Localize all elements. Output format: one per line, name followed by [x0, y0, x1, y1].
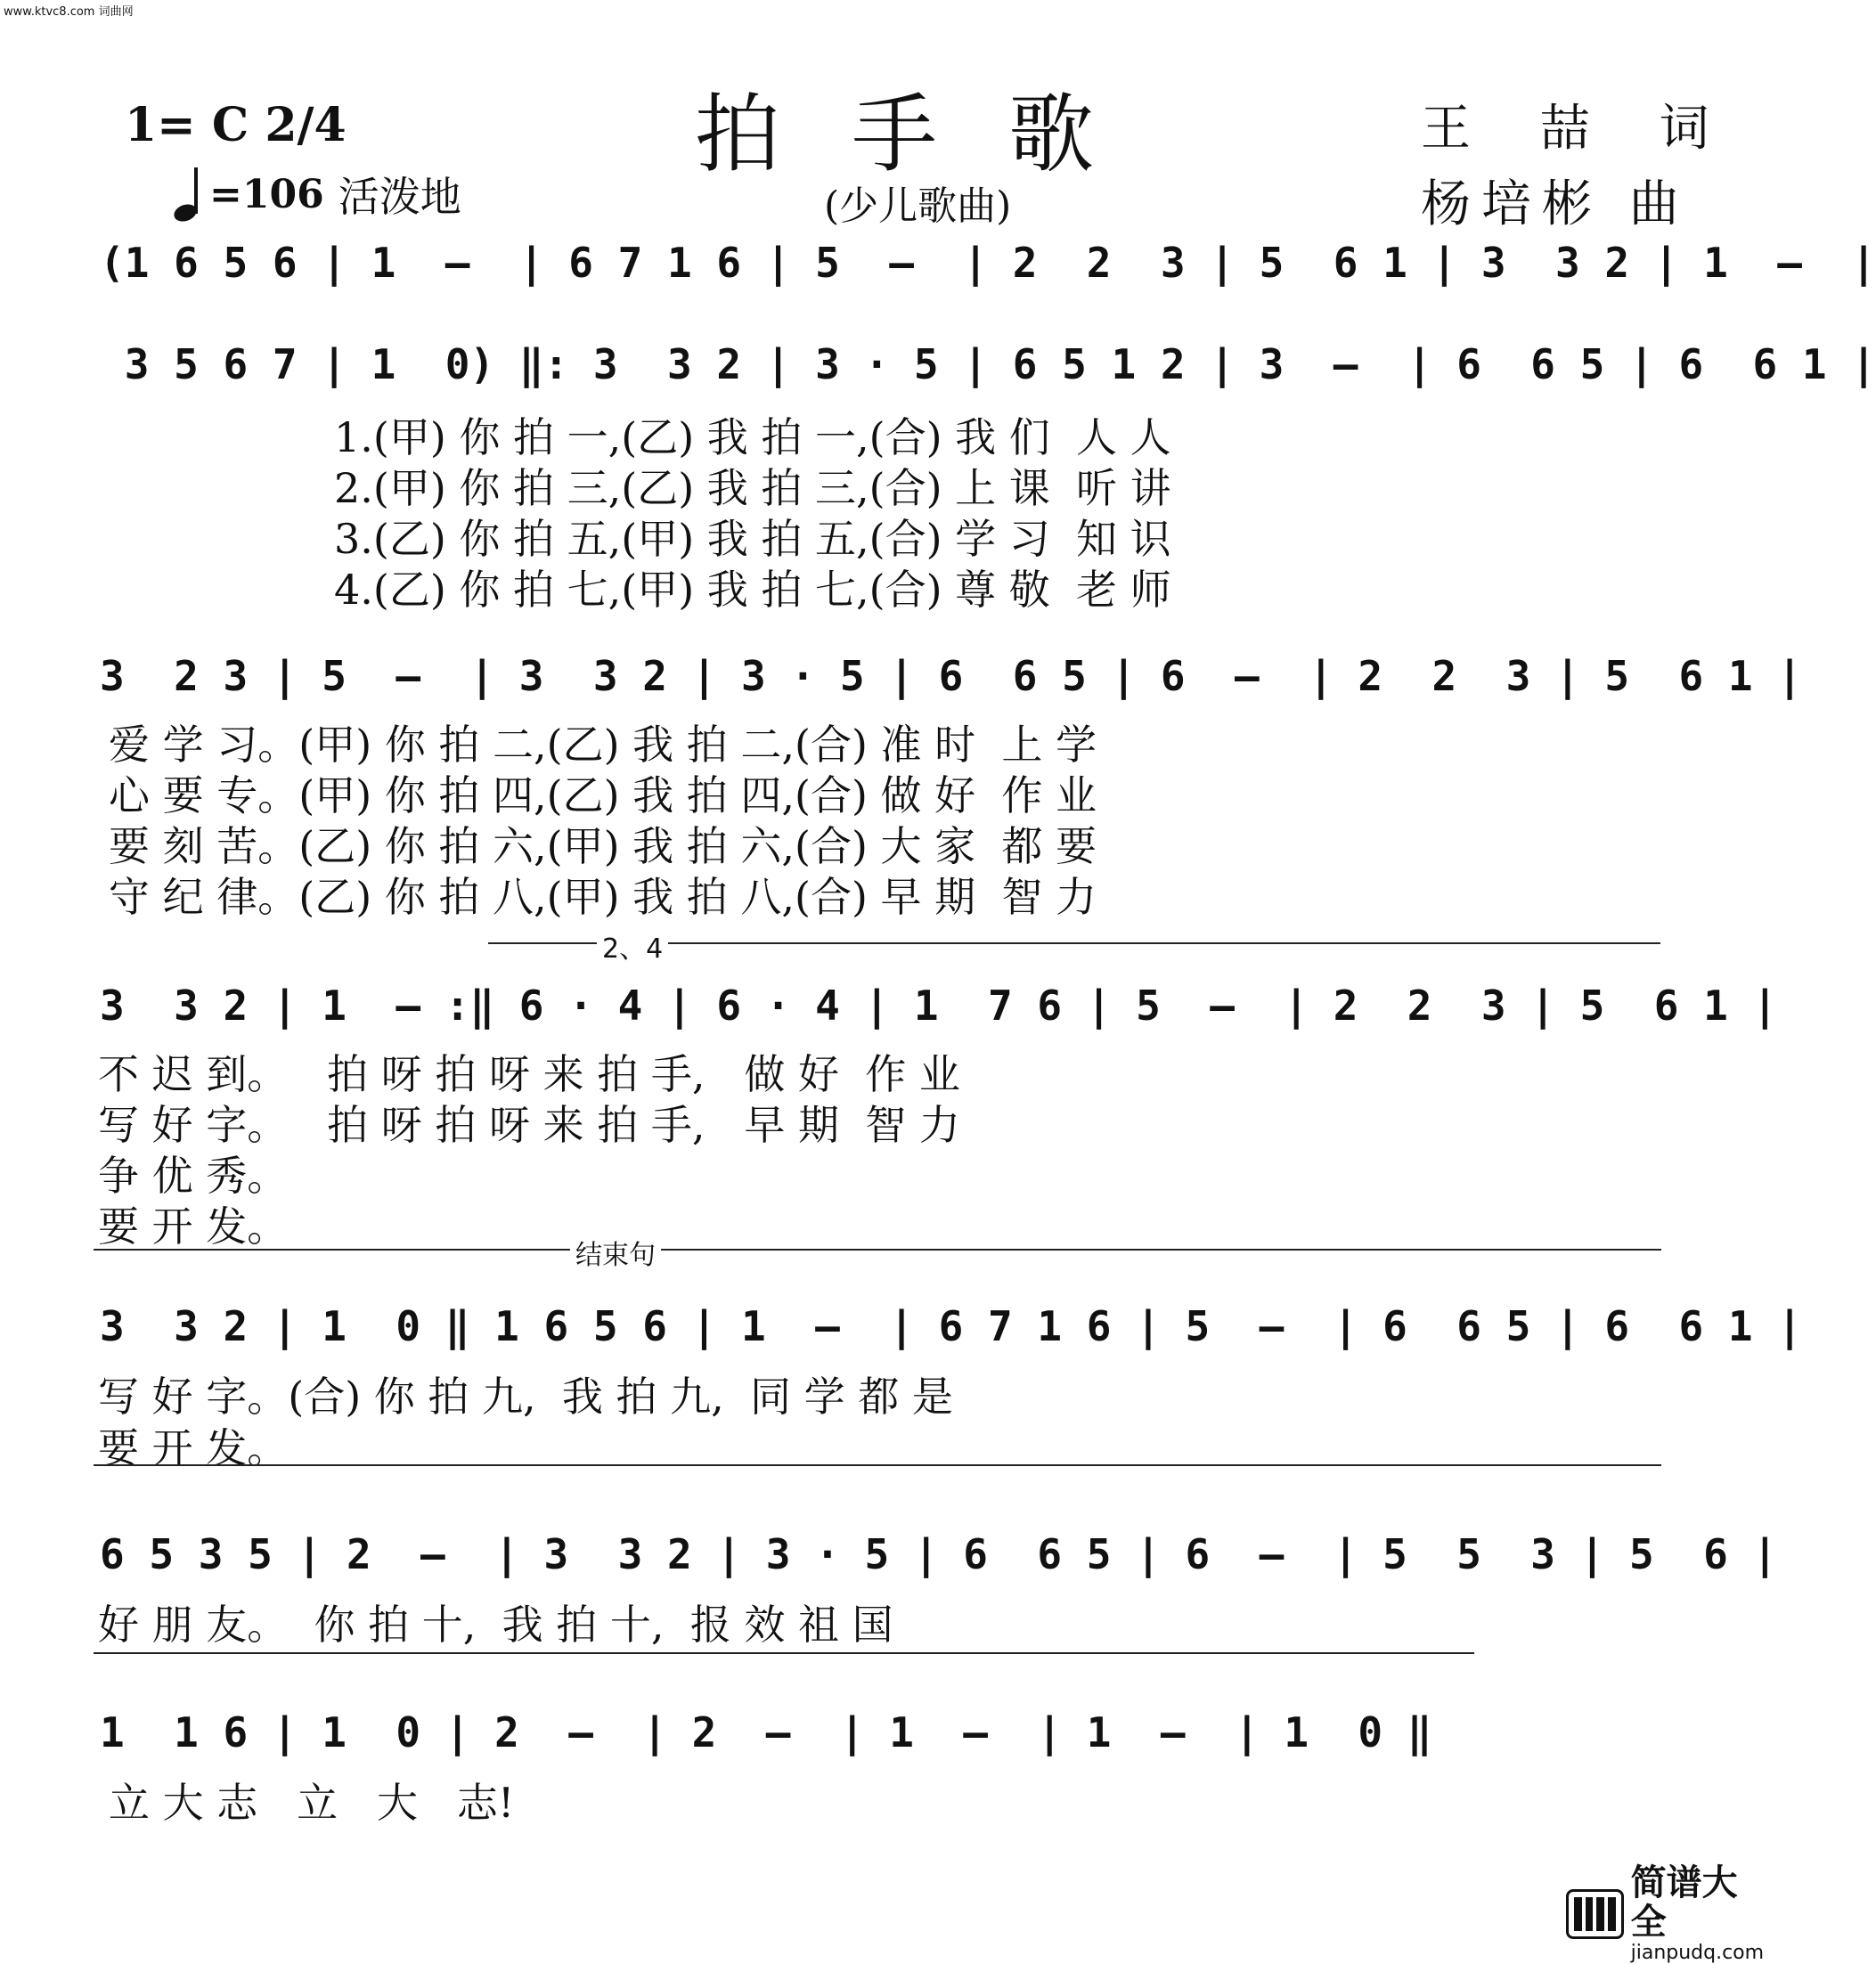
score-system-4: 3 3 2 | 1 — :‖ 6 · 4 | 6 · 4 | 1 7 6 | 5 — | 2 2 3 | 5 6 1 | — [100, 982, 1778, 1030]
site-watermark-top: www.ktvc8.com 词曲网 — [4, 5, 134, 19]
volta-bracket-label: 2、4 — [597, 926, 668, 966]
score-system-6: 6 5 3 5 | 2 — | 3 3 2 | 3 · 5 | 6 6 5 | 6 — | 5 5 3 | 5 6 | — [100, 1530, 1778, 1578]
lyric-line-7-1: 立 大 志 立 大 志! — [109, 1779, 515, 1827]
lyric-line-2-2: 2.(甲) 你 拍 三,(乙) 我 拍 三,(合) 上 课 听 讲 — [334, 464, 1171, 512]
lyric-line-6-1: 好 朋 友。 你 拍 十, 我 拍 十, 报 效 祖 国 — [98, 1601, 893, 1649]
quarter-note-icon — [174, 167, 204, 221]
lyric-line-3-3: 要 刻 苦。(乙) 你 拍 六,(甲) 我 拍 六,(合) 大 家 都 要 — [109, 822, 1097, 870]
logo-name: 简谱大全 — [1630, 1862, 1738, 1943]
section-divider-3 — [94, 1652, 1474, 1654]
song-title: 拍手歌 — [695, 85, 1165, 184]
score-system-2: 3 5 6 7 | 1 0) ‖: 3 3 2 | 3 · 5 | 6 5 1 2 | 3 — | 6 6 5 | 6 6 1 | — [100, 340, 1876, 388]
tempo-value: =106 — [209, 171, 324, 217]
lyric-line-4-2: 写 好 字。 拍 呀 拍 呀 来 拍 手, 早 期 智 力 — [98, 1101, 960, 1149]
song-subtitle: (少儿歌曲) — [824, 183, 1012, 229]
tempo-word: 活泼地 — [338, 173, 461, 221]
score-system-1: (1 6 5 6 | 1 — | 6 7 1 6 | 5 — | 2 2 3 | 5 6 1 | 3 3 2 | 1 — | — [100, 239, 1876, 287]
lyric-line-4-1: 不 迟 到。 拍 呀 拍 呀 来 拍 手, 做 好 作 业 — [98, 1050, 960, 1098]
score-system-7: 1 1 6 | 1 0 | 2 — | 2 — | 1 — | 1 — | 1 0 ‖ — [100, 1708, 1432, 1756]
lyric-line-2-3: 3.(乙) 你 拍 五,(甲) 我 拍 五,(合) 学 习 知 识 — [334, 515, 1171, 563]
logo-url: jianpudq.com — [1630, 1942, 1765, 1964]
lyric-line-3-4: 守 纪 律。(乙) 你 拍 八,(甲) 我 拍 八,(合) 早 期 智 力 — [109, 873, 1097, 921]
lyric-line-2-1: 1.(甲) 你 拍 一,(乙) 我 拍 一,(合) 我 们 人 人 — [334, 413, 1171, 461]
ending-bracket-label: 结束句 — [570, 1233, 661, 1272]
section-divider-1 — [94, 1249, 1661, 1251]
composer-credit: 杨培彬 曲 — [1421, 175, 1690, 233]
lyric-line-3-2: 心 要 专。(甲) 你 拍 四,(乙) 我 拍 四,(合) 做 好 作 业 — [109, 771, 1097, 819]
score-system-5: 3 3 2 | 1 0 ‖ 1 6 5 6 | 1 — | 6 7 1 6 | 5 — | 6 6 5 | 6 6 1 | — [100, 1302, 1802, 1350]
lyric-line-5-1: 写 好 字。(合) 你 拍 九, 我 拍 九, 同 学 都 是 — [98, 1373, 953, 1421]
score-system-3: 3 2 3 | 5 — | 3 3 2 | 3 · 5 | 6 6 5 | 6 — | 2 2 3 | 5 6 1 | — [100, 652, 1802, 700]
lyric-line-3-1: 爱 学 习。(甲) 你 拍 二,(乙) 我 拍 二,(合) 准 时 上 学 — [109, 721, 1097, 769]
tempo-marking — [174, 165, 461, 224]
site-logo — [1566, 1863, 1769, 1964]
piano-icon — [1566, 1889, 1624, 1939]
lyric-line-4-4: 要 开 发。 — [98, 1202, 289, 1251]
lyric-line-2-4: 4.(乙) 你 拍 七,(甲) 我 拍 七,(合) 尊 敬 老 师 — [334, 566, 1171, 614]
section-divider-2 — [94, 1464, 1661, 1466]
lyric-line-4-3: 争 优 秀。 — [98, 1152, 289, 1200]
lyricist-credit: 王 喆 词 — [1421, 100, 1736, 158]
lyric-line-5-2: 要 开 发。 — [98, 1424, 289, 1472]
key-signature: 1= C 2/4 — [125, 98, 347, 152]
